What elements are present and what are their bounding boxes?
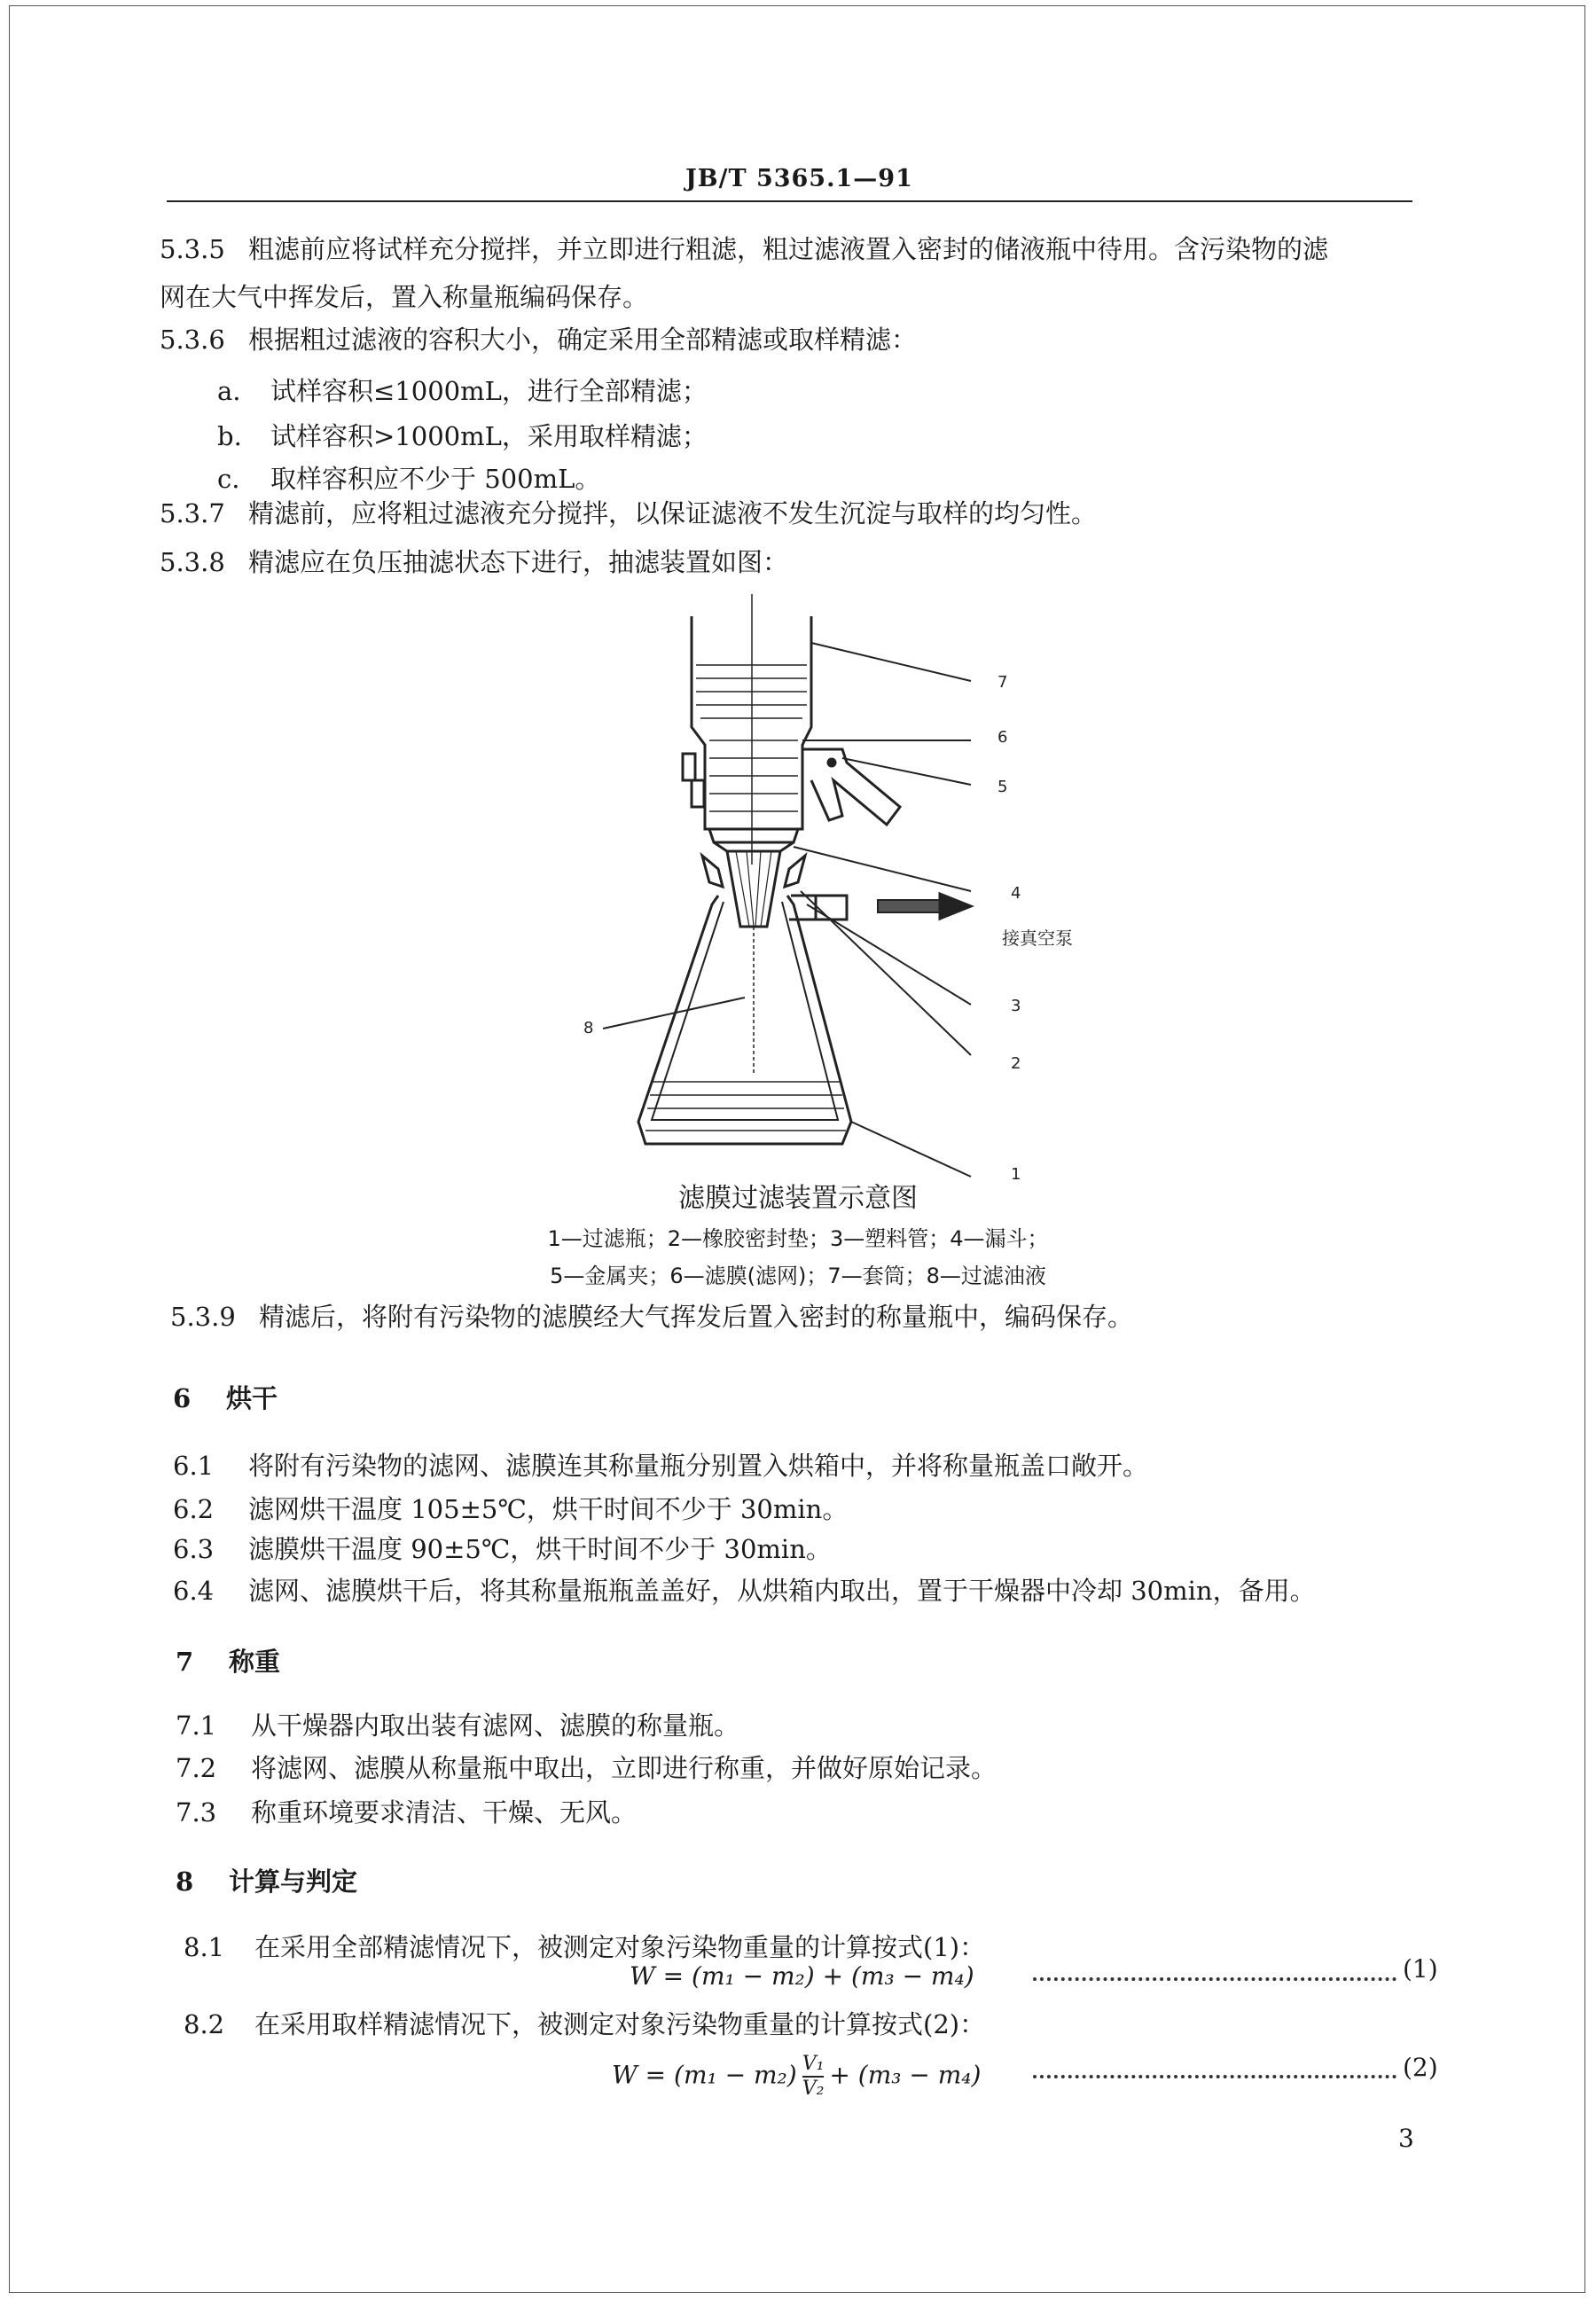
clause-number: 6.4 bbox=[173, 1576, 215, 1606]
volume-fraction bbox=[802, 2053, 825, 2101]
clause-number: 6.1 bbox=[173, 1451, 215, 1481]
filtration-apparatus-diagram bbox=[550, 590, 1153, 1184]
fraction-denominator: V₂ bbox=[802, 2078, 825, 2100]
vacuum-pump-label: 接真空泵 bbox=[1002, 927, 1073, 949]
list-item-c bbox=[217, 462, 600, 496]
clause-text: 将附有污染物的滤网、滤膜连其称量瓶分别置入烘箱中，并将称量瓶盖口敞开。 bbox=[248, 1451, 1149, 1481]
label-8: 8 bbox=[583, 1019, 594, 1037]
list-item-a bbox=[217, 374, 708, 408]
clause-5-3-7 bbox=[160, 497, 1097, 530]
clause-text: 精滤应在负压抽滤状态下进行，抽滤装置如图： bbox=[248, 547, 789, 577]
clause-number: 7.3 bbox=[176, 1797, 217, 1827]
clause-5-3-8 bbox=[160, 545, 788, 579]
page-header bbox=[167, 165, 1412, 202]
equation-number-1: (1) bbox=[1403, 1954, 1438, 1984]
clause-number: 5.3.5 bbox=[160, 234, 225, 264]
list-label: a. bbox=[217, 376, 241, 406]
list-text: 试样容积>1000mL，采用取样精滤； bbox=[270, 421, 708, 451]
clause-text: 在采用取样精滤情况下，被测定对象污染物重量的计算按式(2)： bbox=[254, 2009, 986, 2039]
clause-6-2 bbox=[173, 1492, 848, 1526]
clause-text: 在采用全部精滤情况下，被测定对象污染物重量的计算按式(1)： bbox=[254, 1932, 986, 1962]
clause-number: 5.3.7 bbox=[160, 498, 225, 528]
section-8-heading bbox=[176, 1865, 357, 1898]
clause-number: 5.3.8 bbox=[160, 547, 225, 577]
clause-text: 精滤前，应将粗过滤液充分搅拌，以保证滤液不发生沉淀与取样的均匀性。 bbox=[248, 498, 1098, 528]
clause-5-3-5-line1 bbox=[160, 232, 1328, 266]
formula-2 bbox=[612, 2053, 981, 2101]
list-text: 试样容积≤1000mL，进行全部精滤； bbox=[270, 376, 708, 406]
formula-1: W = (m₁ − m₂) + (m₃ − m₄) bbox=[630, 1961, 974, 1991]
label-5: 5 bbox=[998, 778, 1008, 796]
clause-text: 滤膜烘干温度 90±5℃，烘干时间不少于 30min。 bbox=[248, 1534, 832, 1564]
section-title: 烘干 bbox=[226, 1383, 278, 1413]
clause-number: 8.2 bbox=[184, 2009, 225, 2039]
clause-number: 8.1 bbox=[184, 1932, 225, 1962]
formula-1-leader bbox=[1033, 1977, 1396, 1981]
fraction-numerator: V₁ bbox=[802, 2053, 825, 2078]
section-title: 计算与判定 bbox=[229, 1867, 358, 1897]
section-title: 称重 bbox=[229, 1647, 281, 1677]
clause-text: 滤网烘干温度 105±5℃，烘干时间不少于 30min。 bbox=[248, 1494, 849, 1524]
clause-text: 根据粗过滤液的容积大小，确定采用全部精滤或取样精滤： bbox=[248, 325, 918, 355]
rubber-seal bbox=[702, 856, 723, 887]
clause-number: 5.3.9 bbox=[170, 1302, 236, 1332]
label-1: 1 bbox=[1011, 1165, 1021, 1184]
figure-legend-line1: 1—过滤瓶；2—橡胶密封垫；3—塑料管；4—漏斗； bbox=[547, 1226, 1049, 1251]
clause-5-3-5-line2 bbox=[160, 280, 648, 314]
section-number: 8 bbox=[176, 1867, 194, 1897]
clause-8-1 bbox=[184, 1930, 985, 1964]
clause-number: 6.2 bbox=[173, 1494, 215, 1524]
clause-5-3-9 bbox=[170, 1300, 1133, 1334]
section-7-heading bbox=[176, 1645, 280, 1679]
list-label: b. bbox=[217, 421, 242, 451]
document-code: JB/T 5365.1—91 bbox=[685, 165, 913, 192]
clause-text: 粗滤前应将试样充分搅拌，并立即进行粗滤，粗过滤液置入密封的储液瓶中待用。含污染物的滤 bbox=[248, 234, 1329, 264]
formula-2-left: W = (m₁ − m₂) bbox=[612, 2060, 797, 2090]
clause-7-2 bbox=[176, 1751, 997, 1785]
figure-title: 滤膜过滤装置示意图 bbox=[678, 1183, 918, 1214]
clause-text: 称重环境要求清洁、干燥、无风。 bbox=[251, 1797, 638, 1827]
clause-number: 7.1 bbox=[176, 1710, 217, 1741]
list-item-b bbox=[217, 419, 708, 453]
equation-number-2: (2) bbox=[1403, 2053, 1438, 2082]
clause-text: 将滤网、滤膜从称量瓶中取出，立即进行称重，并做好原始记录。 bbox=[251, 1753, 998, 1783]
clause-text: 从干燥器内取出装有滤网、滤膜的称量瓶。 bbox=[251, 1710, 740, 1741]
formula-2-leader bbox=[1033, 2075, 1396, 2078]
page-number: 3 bbox=[1398, 2124, 1414, 2153]
section-number: 6 bbox=[173, 1383, 192, 1413]
clause-number: 7.2 bbox=[176, 1753, 217, 1783]
clause-5-3-6 bbox=[160, 323, 917, 356]
clause-number: 5.3.6 bbox=[160, 325, 225, 355]
label-2: 2 bbox=[1011, 1054, 1021, 1073]
label-6: 6 bbox=[998, 728, 1008, 747]
formula-2-right: + (m₃ − m₄) bbox=[829, 2060, 982, 2090]
clause-6-1 bbox=[173, 1449, 1148, 1483]
funnel bbox=[709, 829, 798, 842]
clause-6-4 bbox=[173, 1574, 1316, 1608]
filter-flask bbox=[638, 896, 851, 1144]
section-number: 7 bbox=[176, 1647, 194, 1677]
clause-number: 6.3 bbox=[173, 1534, 215, 1564]
figure-legend-line2: 5—金属夹；6—滤膜(滤网)；7—套筒；8—过滤油液 bbox=[550, 1264, 1046, 1288]
list-label: c. bbox=[217, 464, 240, 494]
clause-7-3 bbox=[176, 1796, 637, 1829]
clause-8-2 bbox=[184, 2008, 985, 2041]
label-4: 4 bbox=[1011, 884, 1021, 903]
clause-text: 精滤后，将附有污染物的滤膜经大气挥发后置入密封的称量瓶中，编码保存。 bbox=[259, 1302, 1134, 1332]
label-3: 3 bbox=[1011, 997, 1021, 1015]
list-text: 取样容积应不少于 500mL。 bbox=[270, 464, 601, 494]
clause-text: 网在大气中挥发后，置入称量瓶编码保存。 bbox=[160, 282, 649, 312]
clause-7-1 bbox=[176, 1709, 739, 1742]
label-7: 7 bbox=[998, 673, 1008, 692]
clause-text: 滤网、滤膜烘干后，将其称量瓶瓶盖盖好，从烘箱内取出，置于干燥器中冷却 30min，备用。 bbox=[248, 1576, 1316, 1606]
section-6-heading bbox=[173, 1381, 278, 1415]
clause-6-3 bbox=[173, 1532, 832, 1566]
